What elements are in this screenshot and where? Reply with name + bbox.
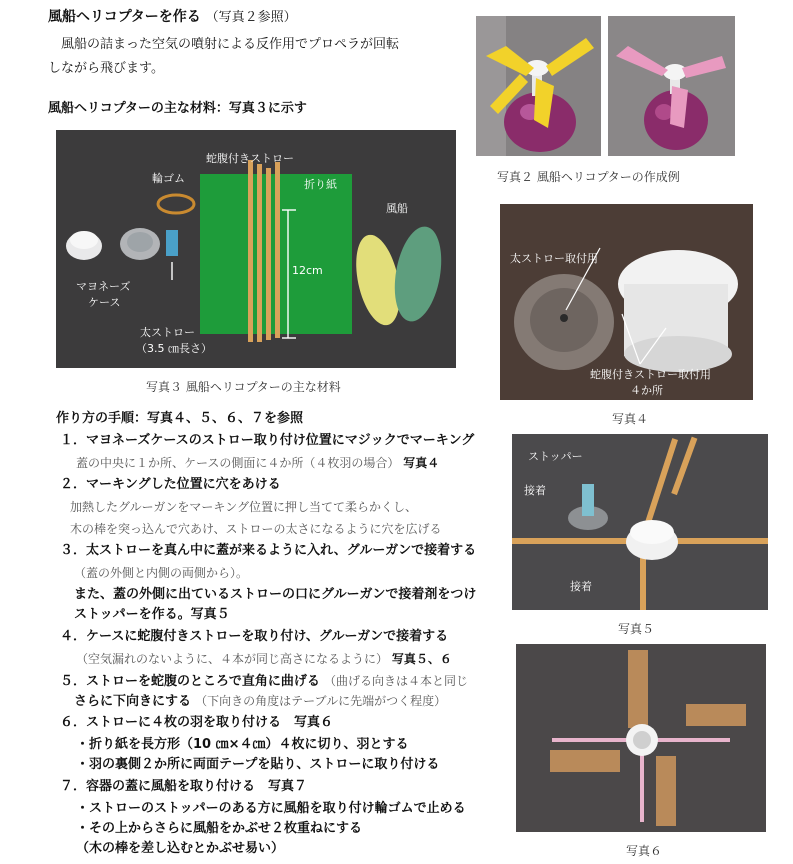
step-1: １．マヨネーズケースのストロー取り付け位置にマジックでマーキング	[60, 433, 475, 448]
step-1-ref: 写真４	[403, 456, 440, 470]
step-5-detail-note: （下向きの角度はテーブルに先端がつく程度）	[195, 694, 447, 708]
photo-2-left	[476, 16, 601, 156]
photo-3-caption: 写真３ 風船ヘリコプターの主な材料	[146, 380, 341, 394]
photo-6-caption: 写真６	[626, 844, 663, 858]
step-5-detail: さらに下向きにする	[74, 694, 192, 709]
photo-5-caption: 写真５	[618, 622, 655, 636]
step-1-detail: 蓋の中央に１か所、ケースの側面に４か所（４枚羽の場合）	[76, 456, 400, 470]
photo-2-right	[608, 16, 735, 156]
step-2-detail-a: 加熱したグルーガンをマーキング位置に押し当てて柔らかくし、	[70, 500, 418, 514]
step-4-ref: 写真５、６	[391, 652, 452, 666]
label-stopper: ストッパー	[528, 450, 583, 463]
steps-heading: 作り方の手順：写真４、５、６、７を参照	[56, 411, 304, 426]
label-bendy-mount-2: ４か所	[630, 384, 663, 397]
step-5-note: （曲げる向きは４本と同じ	[324, 674, 469, 688]
step-4: ４．ケースに蛇腹付きストローを取り付け、グルーガンで接着する	[60, 629, 449, 644]
step-3-detail-b: また、蓋の外側に出ているストローの口にグルーガンで接着剤をつけ	[74, 587, 477, 602]
materials-heading: 風船ヘリコプターの主な材料：写真３に示す	[48, 101, 307, 116]
label-mayo-case-2: ケース	[88, 296, 121, 309]
step-6-detail-b: ・羽の裏側２か所に両面テープを貼り、ストローに取り付ける	[76, 757, 440, 772]
label-glue-bottom: 接着	[570, 580, 592, 593]
step-7-detail-a: ・ストローのストッパーのある方に風船を取り付け輪ゴムで止める	[76, 801, 466, 816]
step-7: ７．容器の蓋に風船を取り付ける 写真７	[60, 779, 308, 794]
label-thick-straw-1: 太ストロー	[140, 326, 195, 339]
step-4-detail: （空気漏れのないように、４本が同じ高さになるように）	[76, 652, 389, 666]
step-3: ３．太ストローを真ん中に蓋が来るように入れ、グルーガンで接着する	[60, 543, 477, 558]
step-2-detail-b: 木の棒を突っ込んで穴あけ、ストローの太さになるように穴を広げる	[70, 522, 442, 536]
label-mayo-case-1: マヨネーズ	[76, 280, 131, 293]
label-rubber-band: 輪ゴム	[152, 172, 185, 185]
photo-4	[500, 204, 753, 400]
photo-6	[516, 644, 766, 832]
label-thick-straw-mount: 太ストロー取付用	[510, 252, 598, 265]
step-7-detail-b: ・その上からさらに風船をかぶせ２枚重ねにする	[76, 821, 363, 836]
photo-3	[56, 130, 456, 368]
page-title	[48, 8, 297, 27]
intro-line-2: しながら飛びます。	[48, 61, 164, 76]
label-balloon: 風船	[386, 202, 408, 215]
title-ref: （写真２参照）	[205, 10, 297, 25]
step-3-detail-c: ストッパーを作る。写真５	[74, 607, 230, 622]
label-bendy-mount-1: 蛇腹付きストロー取付用	[590, 368, 711, 381]
step-2: ２．マーキングした位置に穴をあける	[60, 477, 281, 492]
intro-line-1: 風船の詰まった空気の噴射による反作用でプロペラが回転	[48, 37, 400, 52]
label-thick-straw-2: （3.5 ㎝長さ）	[136, 342, 212, 355]
label-bendy-straw: 蛇腹付きストロー	[206, 152, 294, 165]
step-7-detail-c: （木の棒を差し込むとかぶせ易い）	[76, 841, 285, 856]
photo-2-caption: 写真２ 風船ヘリコプターの作成例	[497, 170, 680, 184]
step-3-detail-a: （蓋の外側と内側の両側から）。	[74, 566, 249, 580]
label-glue-top: 接着	[524, 484, 546, 497]
label-origami: 折り紙	[304, 178, 337, 191]
step-6: ６．ストローに４枚の羽を取り付ける 写真６	[60, 715, 334, 730]
step-6-detail-a: ・折り紙を長方形（10 ㎝×４㎝）４枚に切り、羽とする	[76, 737, 409, 752]
title-text: 風船ヘリコプターを作る	[48, 9, 201, 25]
photo-5	[512, 434, 768, 610]
photo-4-caption: 写真４	[612, 412, 649, 426]
step-5: ５．ストローを蛇腹のところで直角に曲げる	[60, 674, 320, 689]
label-length: 12cm	[292, 264, 323, 277]
